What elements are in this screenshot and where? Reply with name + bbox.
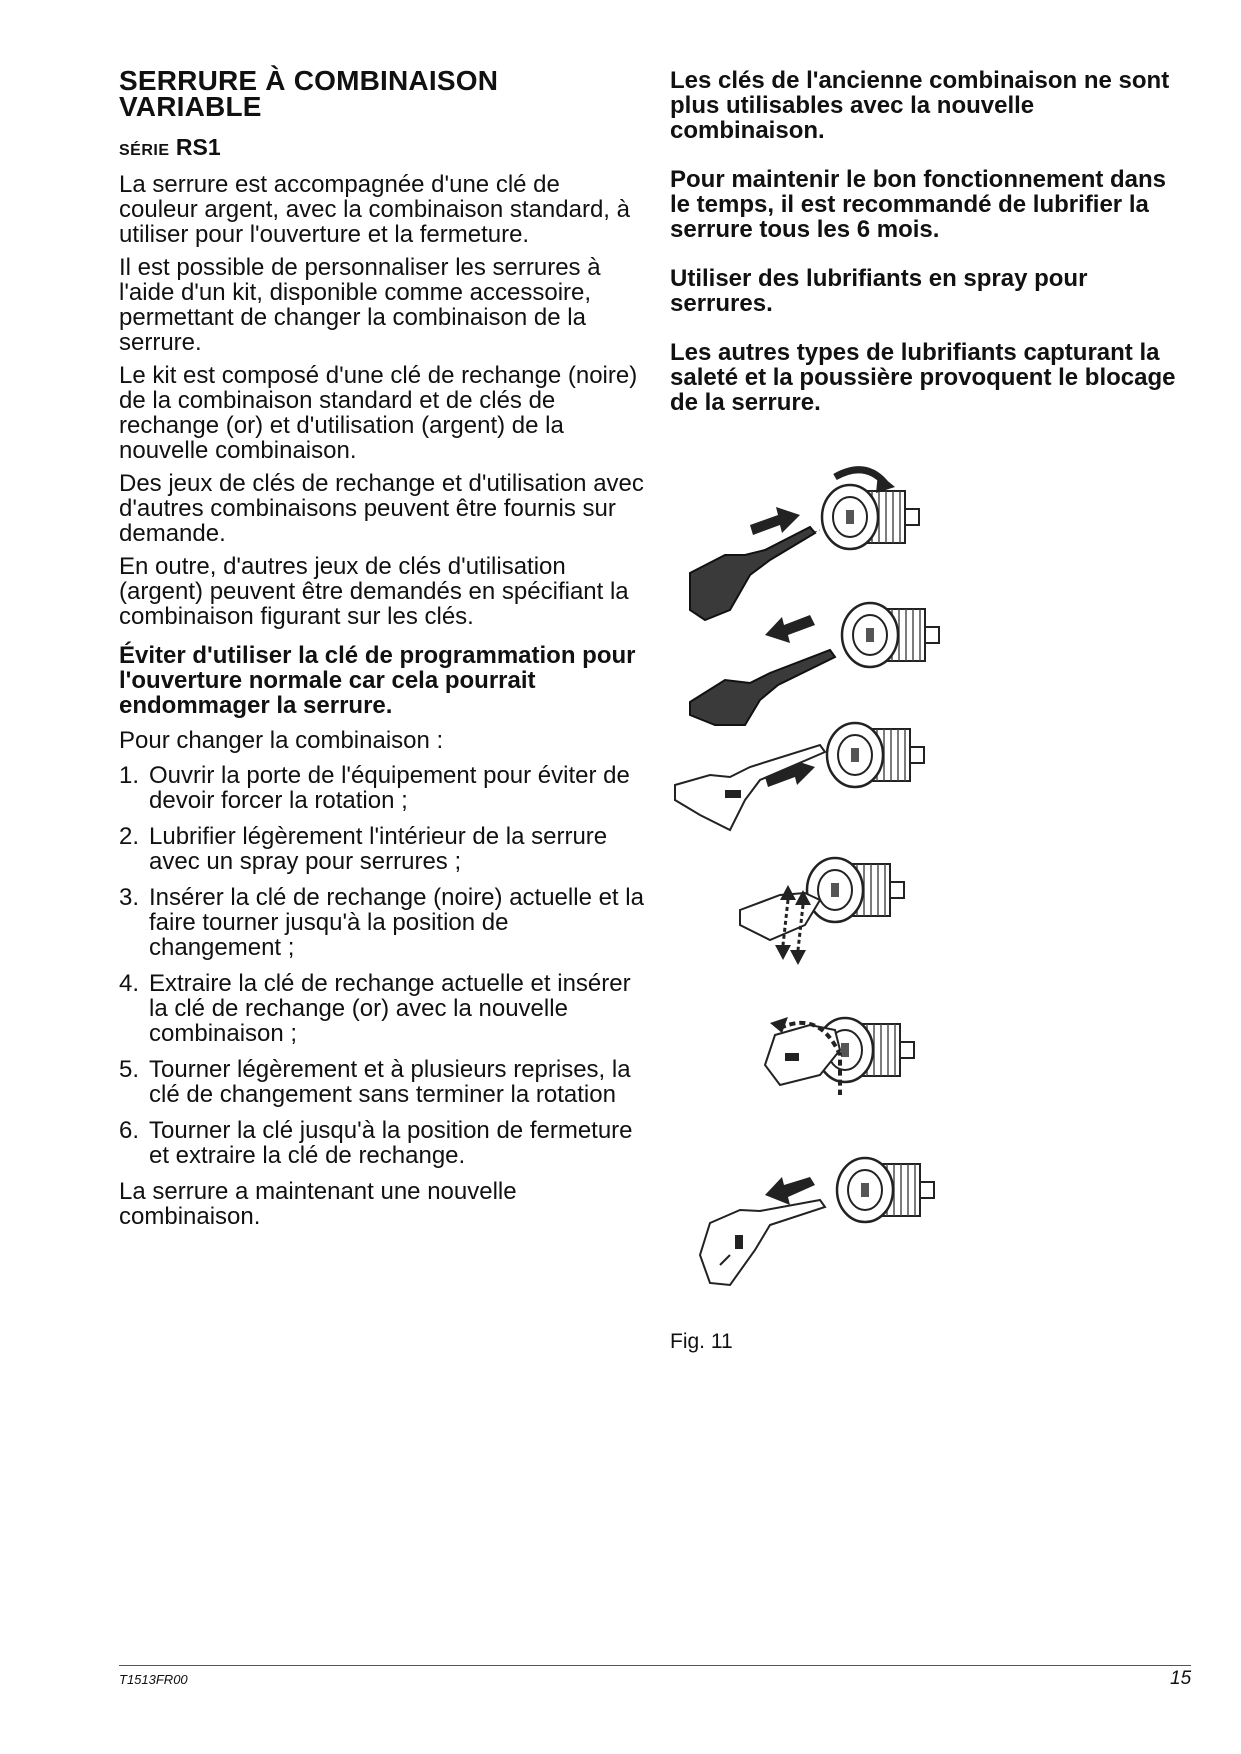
series-prefix: SÉRIE xyxy=(119,142,170,159)
note-paragraph: Les autres types de lubrifiants capturant la saleté et la poussière provoquent le blocage de la serrure. xyxy=(670,339,1176,416)
step-item: 2. Lubrifier légèrement l'intérieur de la serrure avec un spray pour serrures ; xyxy=(119,823,608,875)
paragraph: Il est possible de personnaliser les serrures à l'aide d'un kit, disponible comme accessoire, permettant de changer la combinaison de la serrure. xyxy=(119,254,601,356)
document-code: T1513FR00 xyxy=(119,1672,188,1687)
steps-list xyxy=(119,763,644,1168)
paragraph: En outre, d'autres jeux de clés d'utilisation (argent) peuvent être demandés en spécifiant la combinaison figurant sur les clés. xyxy=(119,553,629,630)
left-column xyxy=(119,65,644,1237)
paragraph: La serrure est accompagnée d'une clé de couleur argent, avec la combinaison standard, à utiliser pour l'ouverture et la fermeture. xyxy=(119,171,630,248)
step-item: 3. Insérer la clé de rechange (noire) actuelle et la faire tourner jusqu'à la position de changement ; xyxy=(119,884,644,961)
section-title: SERRURE À COMBINAISON VARIABLE xyxy=(119,65,499,122)
note-paragraph: Utiliser des lubrifiants en spray pour serrures. xyxy=(670,265,1088,317)
series-name: RS1 xyxy=(175,134,221,160)
step-item: 4. Extraire la clé de rechange actuelle et insérer la clé de rechange (or) avec la nouvelle combinaison ; xyxy=(119,970,631,1047)
step-item: 6. Tourner la clé jusqu'à la position de fermeture et extraire la clé de rechange. xyxy=(119,1117,633,1169)
step-e-figure xyxy=(765,1017,914,1095)
note-paragraph: Pour maintenir le bon fonctionnement dans le temps, il est recommandé de lubrifier la serrure tous les 6 mois. xyxy=(670,166,1167,243)
closing-paragraph: La serrure a maintenant une nouvelle combinaison. xyxy=(119,1178,517,1230)
step-f-figure xyxy=(700,1158,934,1285)
footer-divider xyxy=(119,1665,1191,1666)
step-item: 5. Tourner légèrement et à plusieurs reprises, la clé de changement sans terminer la rotation xyxy=(119,1056,631,1108)
lock-key-illustration xyxy=(670,455,1000,1300)
page-number: 15 xyxy=(1170,1668,1192,1689)
note-paragraph: Les clés de l'ancienne combinaison ne sont plus utilisables avec la nouvelle combinaison. xyxy=(670,67,1170,144)
warning-text: Éviter d'utiliser la clé de programmation pour l'ouverture normale car cela pourrait endommager la serrure. xyxy=(119,642,636,719)
step-a-figure xyxy=(690,470,919,620)
steps-intro: Pour changer la combinaison : xyxy=(119,727,444,754)
step-c-figure xyxy=(675,723,924,830)
step-d-figure xyxy=(740,858,904,965)
step-b-figure xyxy=(690,603,939,725)
figure-caption: Fig. 11 xyxy=(670,1330,733,1353)
step-item: 1. Ouvrir la porte de l'équipement pour éviter de devoir forcer la rotation ; xyxy=(119,762,630,814)
right-column xyxy=(670,68,1190,439)
series-label xyxy=(119,134,644,164)
paragraph: Des jeux de clés de rechange et d'utilisation avec d'autres combinaisons peuvent être fournis sur demande. xyxy=(119,470,644,547)
paragraph: Le kit est composé d'une clé de rechange (noire) de la combinaison standard et de clés de rechange (or) et d'utilisation (argent) de la nouvelle combinaison. xyxy=(119,362,638,464)
